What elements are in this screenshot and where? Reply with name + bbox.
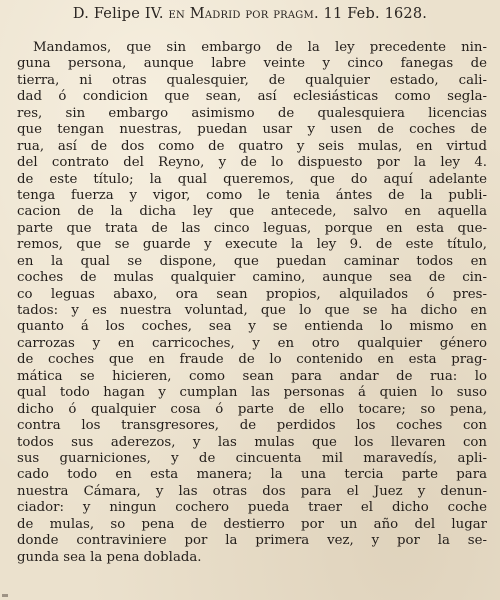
text-line: tierra, ni otras qualesquier, de qualquier estado, cali- <box>17 72 487 88</box>
text-line: qual todo hagan y cumplan las personas á quien lo suso <box>17 385 487 401</box>
heading-place: en Madrid por pragm. <box>168 6 319 22</box>
text-line: dad ó condicion que sean, así eclesiásticas como segla- <box>17 89 487 105</box>
text-line: ciador: y ningun cochero pueda traer el dicho coche <box>17 500 487 516</box>
text-line: tados: y es nuestra voluntad, que lo que se ha dicho en <box>17 303 487 318</box>
text-line: contra los transgresores, de perdidos los coches con <box>17 418 487 434</box>
text-line: de mulas, so pena de destierro por un año del lugar <box>17 516 487 532</box>
text-line: mática se hicieren, como sean para andar de rua: lo <box>17 368 487 384</box>
text-line: Mandamos, que sin embargo de la ley precedente nin- <box>33 40 487 55</box>
text-line: carrozas y en carricoches, y en otro qualquier género <box>17 335 487 351</box>
text-line: de este título; la qual queremos, que do aquí adelante <box>17 171 487 187</box>
heading-date: 11 Feb. 1628. <box>318 6 428 22</box>
text-line: todos sus aderezos, y las mulas que los llevaren con <box>17 434 487 450</box>
text-line: co leguas abaxo, ora sean propios, alquilados ó pres- <box>17 286 487 302</box>
text-line: donde contraviniere por la primera vez, y por la se- <box>17 533 487 549</box>
page-edge-mark <box>2 594 8 597</box>
text-line: que tengan nuestras, puedan usar y usen de coches de <box>17 122 487 138</box>
text-line: guna persona, aunque labre veinte y cinco fanegas de <box>17 56 487 72</box>
text-line: cacion de la dicha ley que antecede, salvo en aquella <box>17 204 487 220</box>
law-heading <box>0 6 500 22</box>
text-line: en la qual se dispone, que puedan caminar todos en <box>17 253 487 269</box>
text-line: parte que trata de las cinco leguas, porque en esta que- <box>17 220 487 236</box>
text-line: rua, así de dos como de quatro y seis mulas, en virtud <box>17 138 487 154</box>
text-line: res, sin embargo asimismo de qualesquiera licencias <box>17 105 487 121</box>
text-line: gunda sea la pena doblada. <box>17 549 202 565</box>
heading-prefix: D. Felipe IV. <box>72 6 169 22</box>
text-line: cado todo en esta manera; la una tercia parte para <box>17 467 487 483</box>
text-line: sus guarniciones, y de cincuenta mil maravedís, apli- <box>17 450 487 466</box>
text-line: dicho ó qualquier cosa ó parte de ello tocare; so pena, <box>17 401 487 417</box>
text-line: coches de mulas qualquier camino, aunque sea de cin- <box>17 270 487 286</box>
law-body <box>17 40 487 566</box>
text-line: de coches que en fraude de lo contenido en esta prag- <box>17 352 487 368</box>
text-line: remos, que se guarde y execute la ley 9. de este título, <box>17 237 487 253</box>
text-line: del contrato del Reyno, y de lo dispuesto por la ley 4. <box>17 155 487 171</box>
text-line: quanto á los coches, sea y se entienda lo mismo en <box>17 319 487 335</box>
text-line: tenga fuerza y vigor, como le tenia ántes de la publi- <box>17 187 487 203</box>
text-line: nuestra Cámara, y las otras dos para el Juez y denun- <box>17 483 487 499</box>
